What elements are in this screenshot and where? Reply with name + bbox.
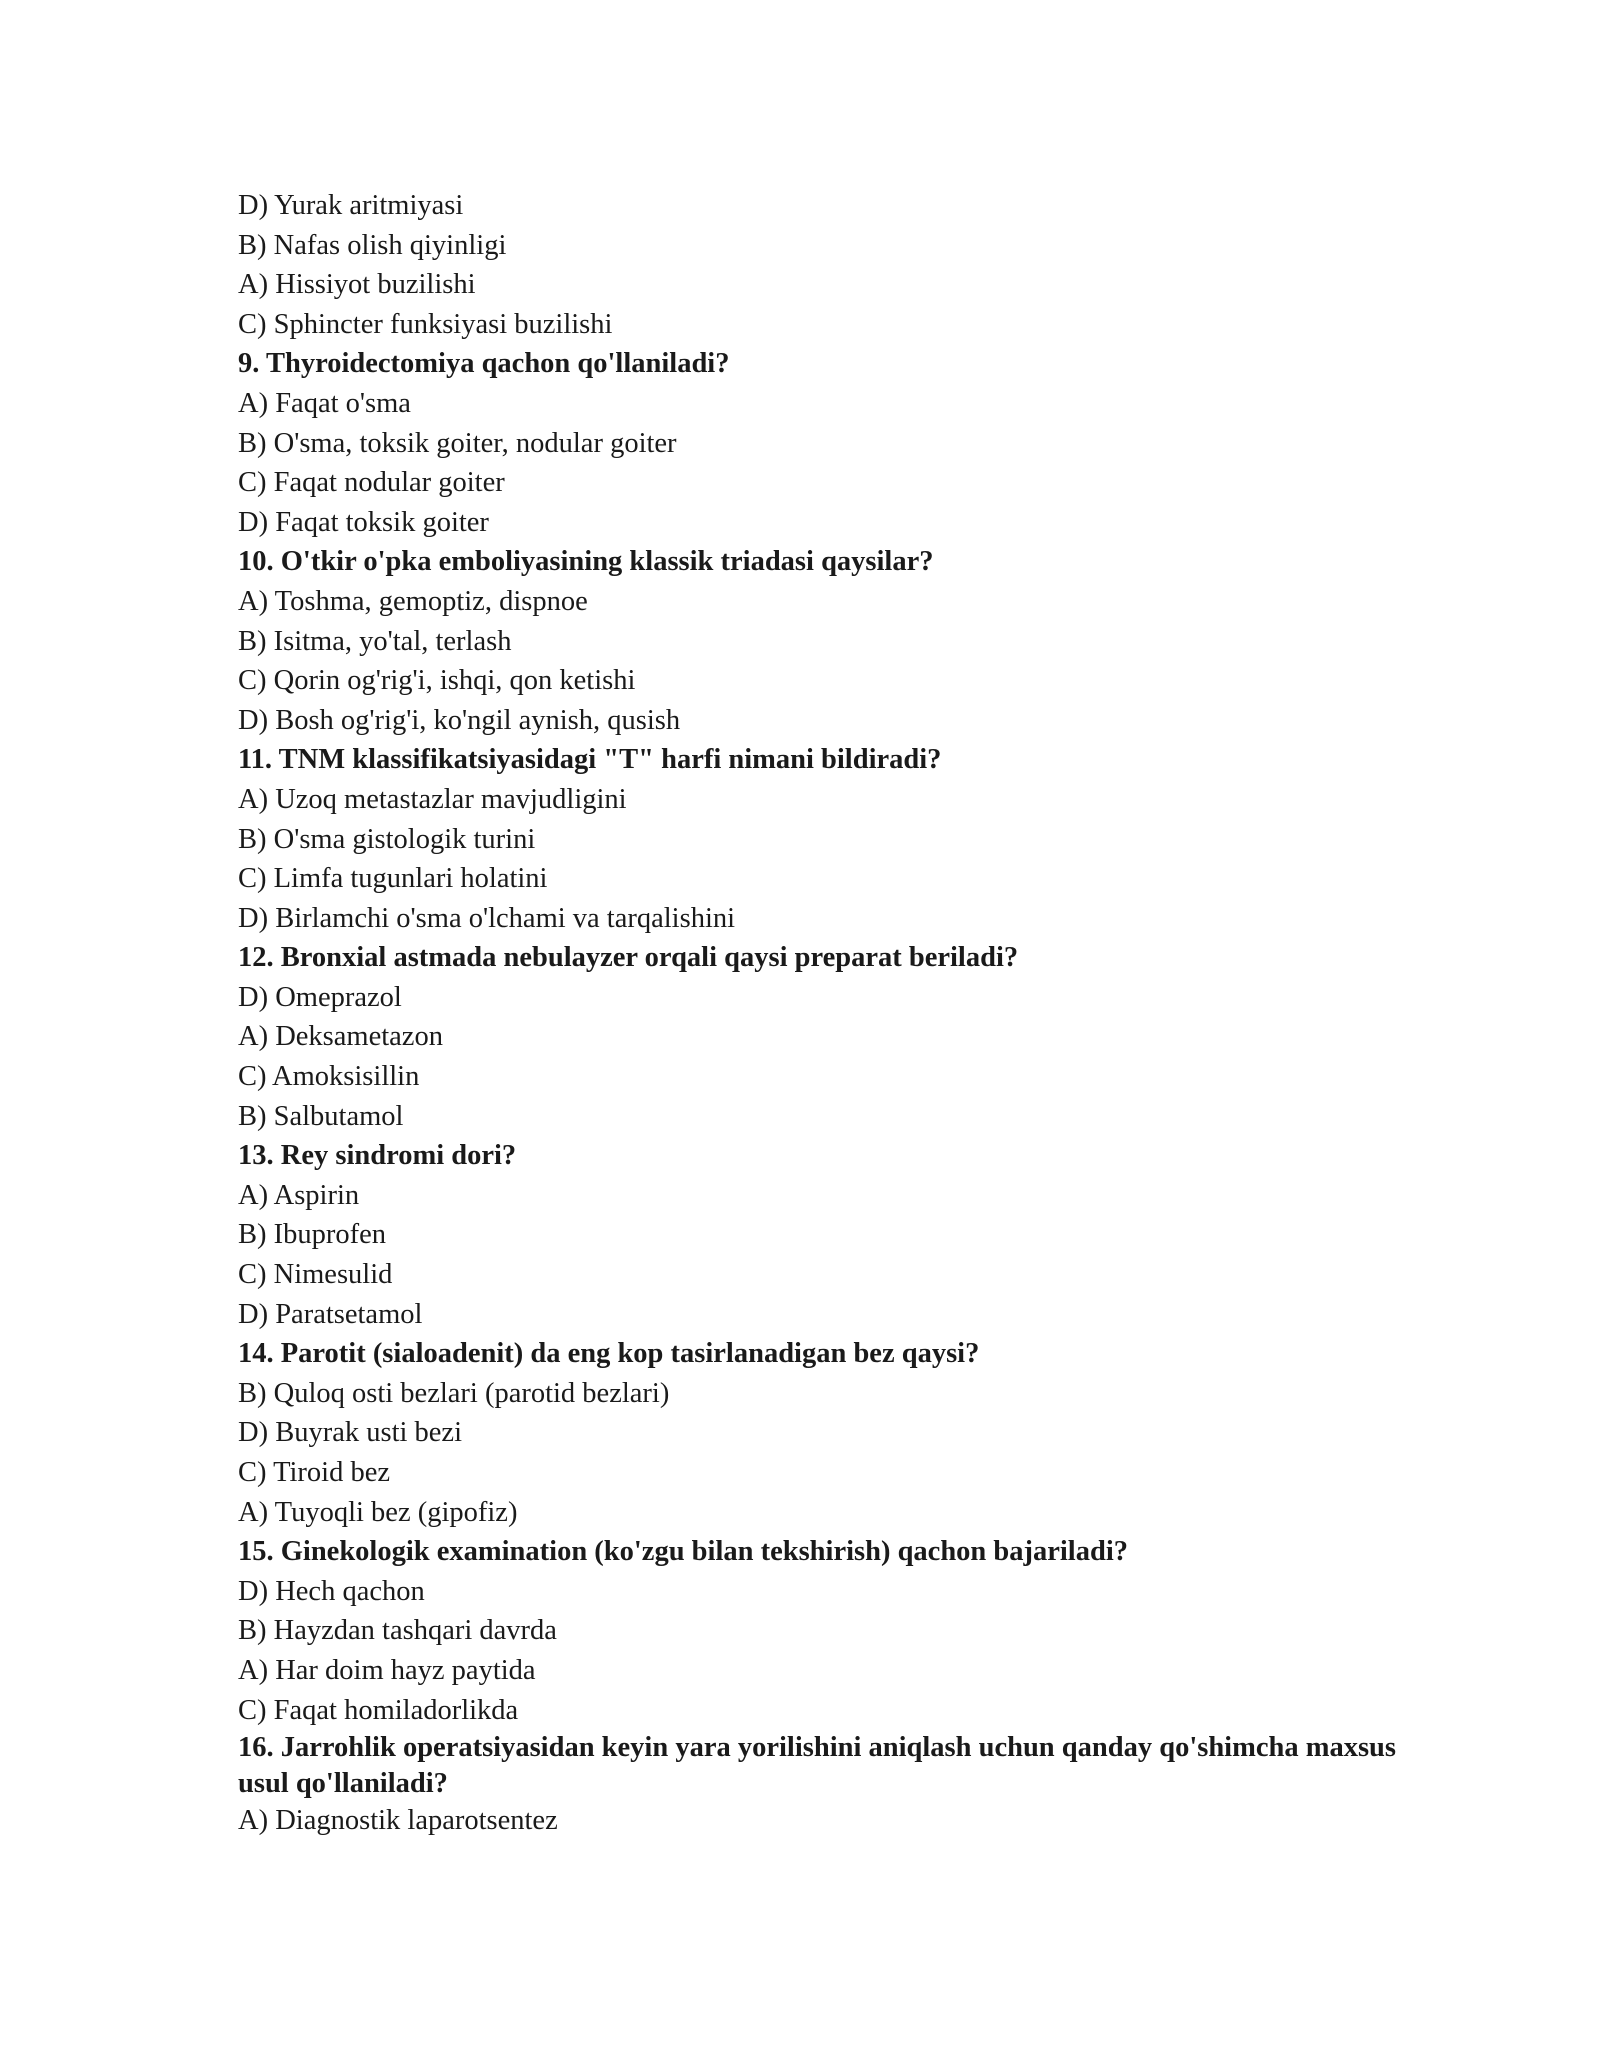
option-line: A) Deksametazon: [238, 1021, 443, 1053]
option-line: A) Uzoq metastazlar mavjudligini: [238, 783, 627, 815]
option-line: D) Omeprazol: [238, 981, 402, 1013]
option-line: B) Isitma, yo'tal, terlash: [238, 625, 512, 657]
question-16-text: 16. Jarrohlik operatsiyasidan keyin yara yorilishini aniqlash uchun qanday qo'shimcha maxsus usul qo'llaniladi?: [238, 1732, 1396, 1799]
option-line: C) Nimesulid: [238, 1259, 393, 1291]
option-line: C) Amoksisillin: [238, 1061, 420, 1093]
option-line: C) Faqat nodular goiter: [238, 467, 505, 499]
question-13-text: 13. Rey sindromi dori?: [238, 1140, 517, 1172]
option-line: A) Tuyoqli bez (gipofiz): [238, 1496, 518, 1528]
option-line: C) Tiroid bez: [238, 1457, 391, 1488]
option-line: A) Toshma, gemoptiz, dispnoe: [238, 585, 588, 617]
question-11-text: 11. TNM klassifikatsiyasidagi "T" harfi nimani bildiradi?: [238, 744, 942, 776]
page-content: [238, 186, 1418, 1841]
option-line: A) Faqat o'sma: [238, 387, 411, 419]
option-line: A) Hissiyot buzilishi: [238, 269, 476, 301]
option-line: D) Paratsetamol: [238, 1298, 423, 1330]
question-9-text: 9. Thyroidectomiya qachon qo'llaniladi?: [238, 348, 730, 380]
option-line: D) Hech qachon: [238, 1575, 425, 1607]
option-line: B) Salbutamol: [238, 1100, 404, 1132]
question-10-text: 10. O'tkir o'pka emboliyasining klassik triadasi qaysilar?: [238, 546, 934, 578]
option-line: D) Faqat toksik goiter: [238, 506, 489, 538]
question-12-text: 12. Bronxial astmada nebulayzer orqali qaysi preparat beriladi?: [238, 942, 1019, 974]
option-line: B) Quloq osti bezlari (parotid bezlari): [238, 1377, 670, 1409]
option-line: C) Qorin og'rig'i, ishqi, qon ketishi: [238, 665, 636, 697]
question-14-text: 14. Parotit (sialoadenit) da eng kop tasirlanadigan bez qaysi?: [238, 1338, 980, 1370]
option-line: C) Faqat homiladorlikda: [238, 1694, 519, 1726]
option-line: B) O'sma, toksik goiter, nodular goiter: [238, 427, 677, 459]
option-line: A) Diagnostik laparotsentez: [238, 1805, 558, 1837]
question-15-text: 15. Ginekologik examination (ko'zgu bilan tekshirish) qachon bajariladi?: [238, 1536, 1128, 1568]
option-line: B) Ibuprofen: [238, 1219, 386, 1251]
option-line: A) Aspirin: [238, 1179, 360, 1211]
option-line: A) Har doim hayz paytida: [238, 1654, 536, 1686]
option-line: B) O'sma gistologik turini: [238, 823, 536, 855]
option-line: D) Yurak aritmiyasi: [238, 190, 464, 221]
option-line: B) Nafas olish qiyinligi: [238, 229, 507, 261]
option-line: D) Bosh og'rig'i, ko'ngil aynish, qusish: [238, 704, 681, 736]
option-line: C) Limfa tugunlari holatini: [238, 863, 548, 895]
option-line: B) Hayzdan tashqari davrda: [238, 1615, 557, 1647]
option-line: D) Birlamchi o'sma o'lchami va tarqalishini: [238, 902, 736, 934]
option-line: C) Sphincter funksiyasi buzilishi: [238, 308, 613, 340]
option-line: D) Buyrak usti bezi: [238, 1417, 462, 1449]
